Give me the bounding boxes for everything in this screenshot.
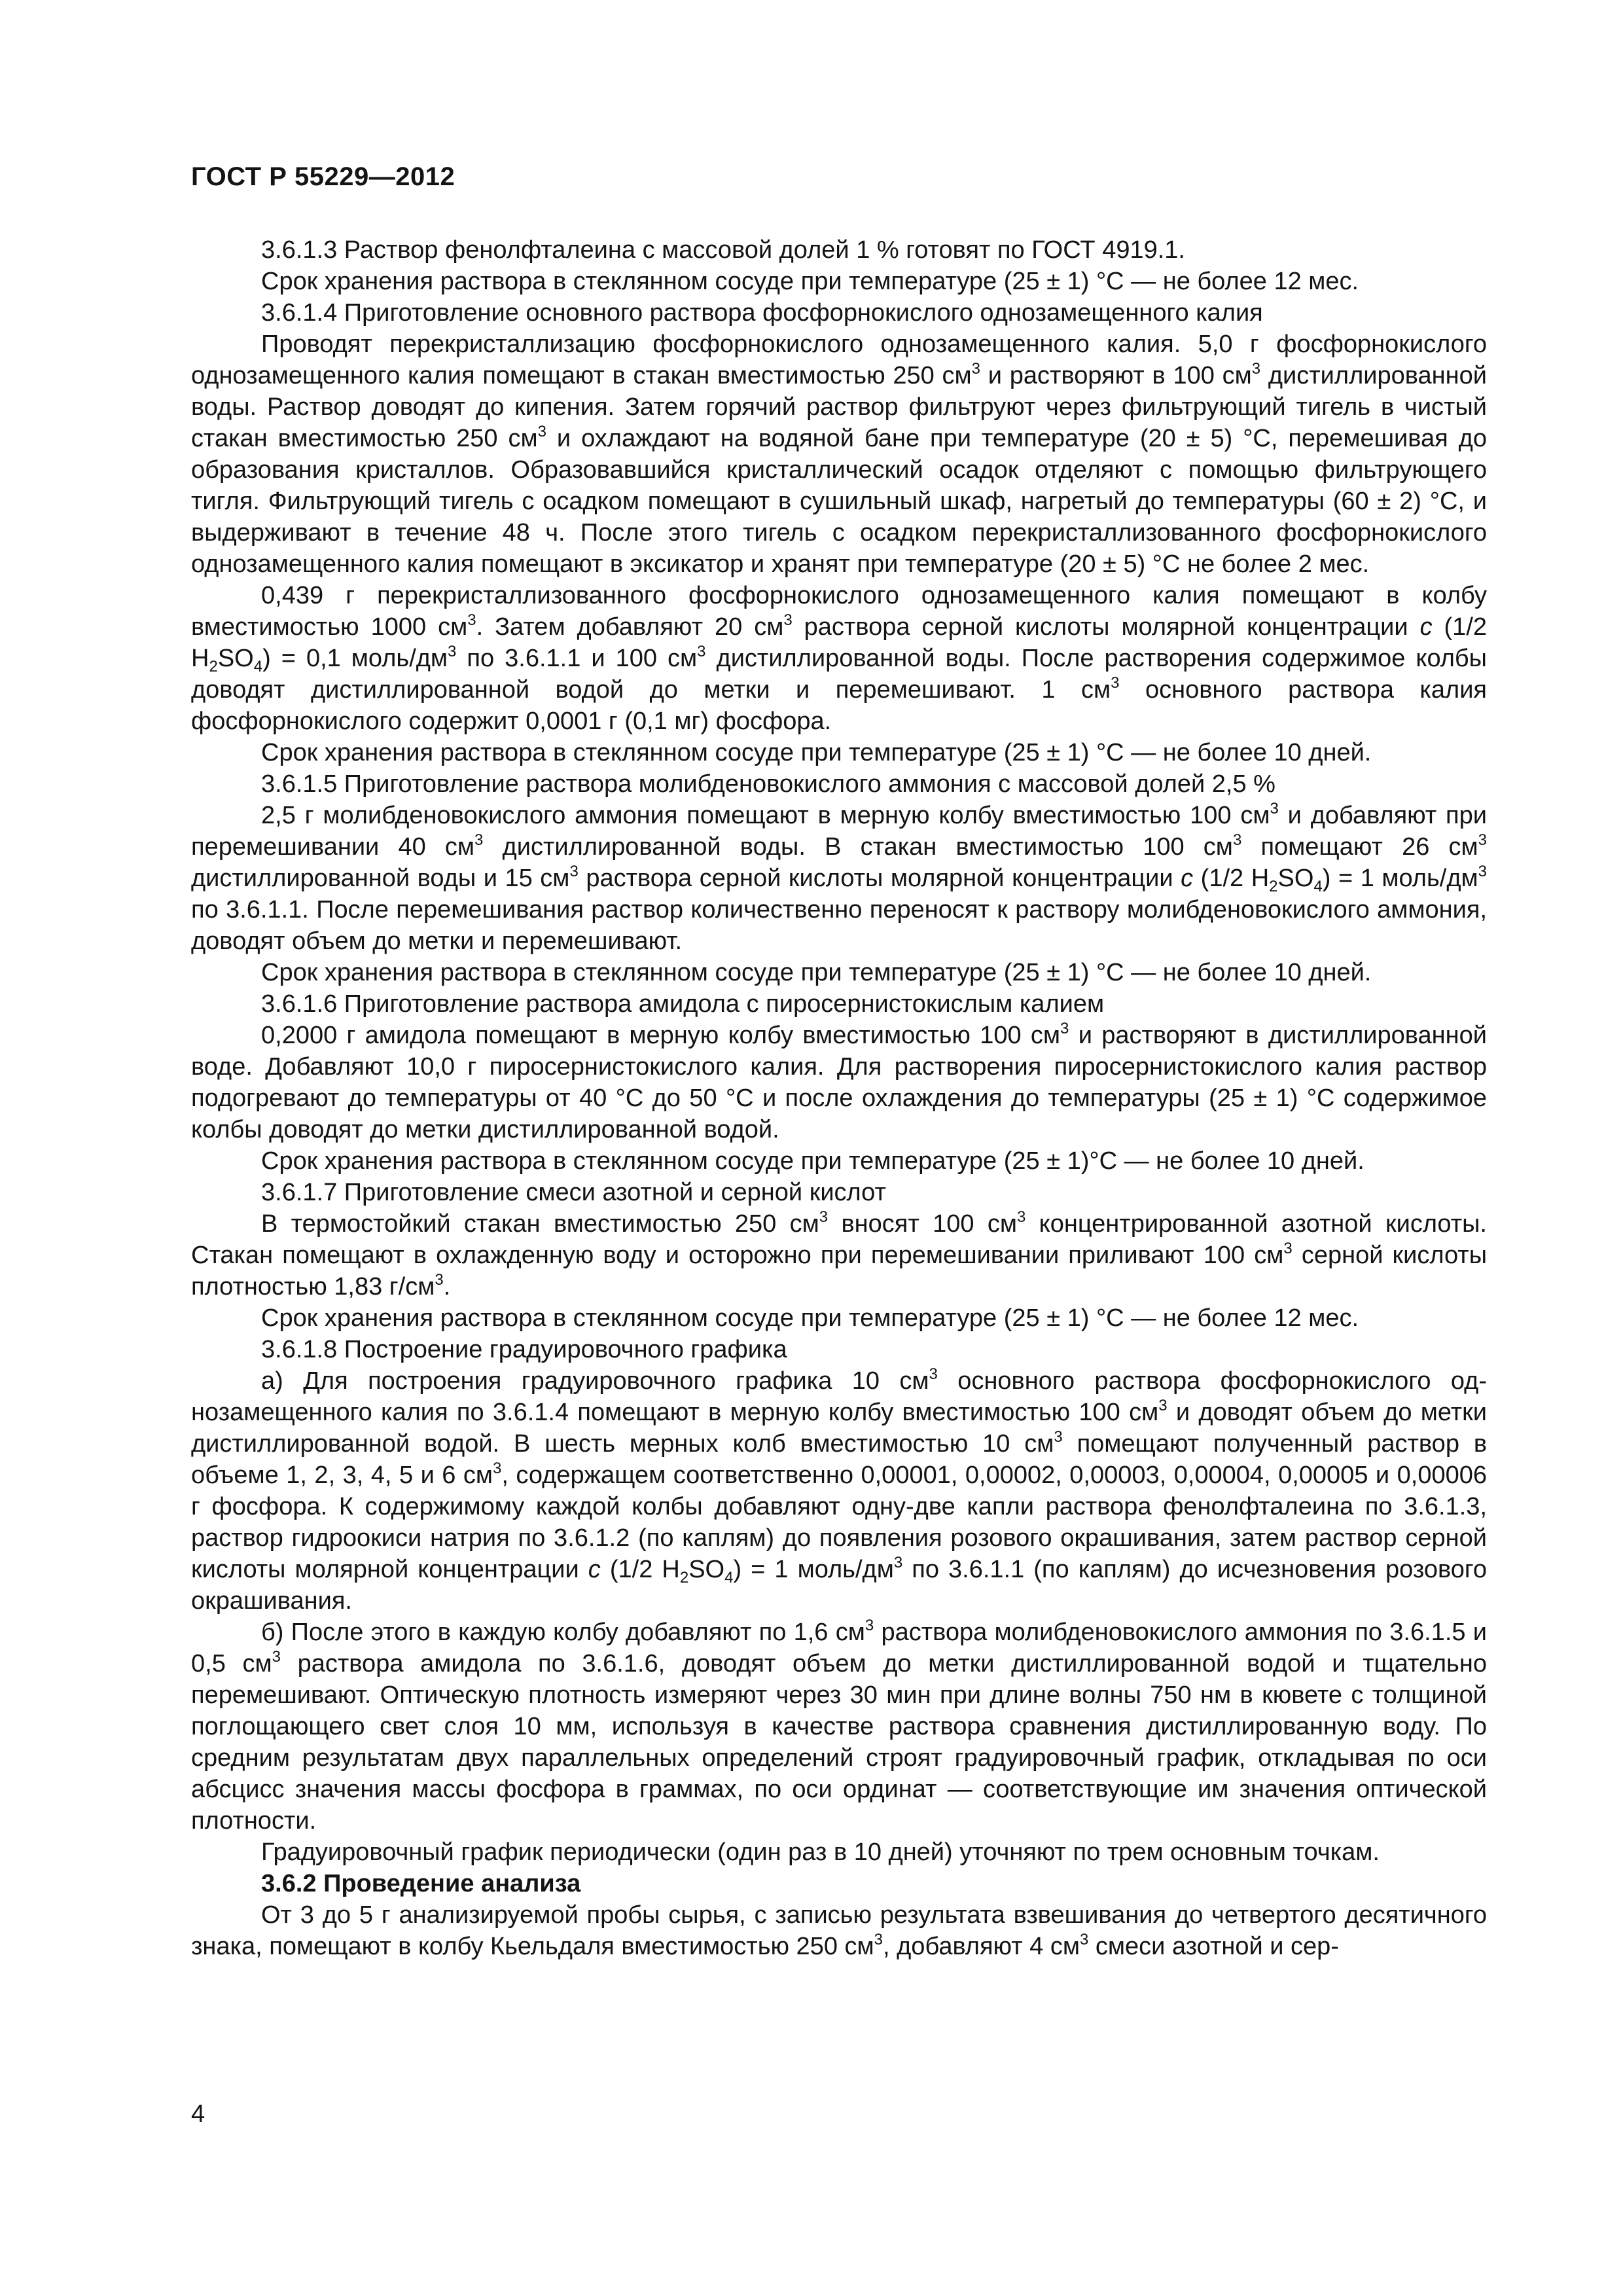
superscript: 3 (1232, 831, 1242, 849)
text-segment: Проводят перекристаллизацию фосфорнокислого однозамещенного калия. 5,0 г фосфорнокислого однозамещенного калия помещают в стакан вместимостью 250 см (191, 331, 1487, 389)
text-segment: дистиллированной воды. После растворения содержимое колбы доводят дистиллированной водой до метки и перемешивают. 1 см (191, 645, 1487, 704)
superscript: 3 (1478, 831, 1487, 849)
superscript: 3 (697, 643, 706, 660)
paragraph-p16 (191, 1334, 1487, 1365)
italic-symbol: с (1419, 613, 1433, 641)
text-segment: Срок хранения раствора в стеклянном сосуде при температуре (25 ± 1) °С — не более 12 мес. (261, 1304, 1359, 1332)
paragraph-p01 (191, 234, 1487, 266)
text-segment: раствора серной кислоты молярной концентрации (792, 613, 1420, 641)
paragraph-p21 (191, 1899, 1487, 1962)
paragraph-p17 (191, 1365, 1487, 1617)
text-segment: (1/2 H (191, 613, 1488, 672)
text-segment: . Затем добавляют 20 см (476, 613, 784, 641)
superscript: 3 (971, 360, 981, 378)
text-segment: (1/2 H (600, 1556, 680, 1583)
superscript: 3 (467, 611, 476, 629)
paragraph-p09 (191, 957, 1487, 988)
paragraph-p03 (191, 297, 1487, 329)
superscript: 3 (874, 1931, 883, 1948)
superscript: 3 (474, 831, 484, 849)
text-segment: серной кислоты плотностью 1,83 г/см (191, 1242, 1488, 1300)
text-segment: вносят 100 см (828, 1210, 1017, 1238)
page-number: 4 (191, 2100, 205, 2128)
superscript: 3 (1079, 1931, 1089, 1948)
text-segment: раствора молибденовокислого аммония по 3.6.1.5 и 0,5 см (191, 1619, 1487, 1677)
paragraph-p20 (191, 1868, 1487, 1899)
text-segment: 2,5 г молибденовокислого аммония помещают в мерную колбу вместимостью 100 см (261, 802, 1270, 829)
text-segment: дистиллированной воды и 15 см (191, 865, 570, 892)
paragraph-p05 (191, 580, 1487, 737)
text-segment: Срок хранения раствора в стеклянном сосуде при температуре (25 ± 1) °С — не более 12 мес. (261, 268, 1359, 295)
superscript: 3 (1478, 863, 1487, 880)
text-segment: помещают полученный раствор в объеме 1, 2, 3, 4, 5 и 6 см (191, 1430, 1488, 1489)
superscript: 3 (272, 1648, 281, 1666)
text-segment: 3.6.2 Проведение анализа (261, 1870, 581, 1897)
text-segment: а) Для построения градуировочного графика 10 см (261, 1367, 929, 1395)
text-segment: 3.6.1.3 Раствор фенолфталеина с массовой долей 1 % готовят по ГОСТ 4919.1. (261, 236, 1185, 264)
superscript: 3 (1111, 674, 1120, 692)
superscript: 3 (1158, 1397, 1168, 1414)
superscript: 3 (929, 1365, 938, 1383)
superscript: 3 (893, 1554, 903, 1571)
text-segment: От 3 до 5 г анализируемой пробы сырья, с записью результата взвешивания до четвертого десятичного знака, помещают в колбу Кьельдаля вместимостью 250 см (191, 1901, 1487, 1960)
text-segment: смеси азотной и сер- (1088, 1933, 1339, 1960)
paragraph-p06 (191, 737, 1487, 768)
italic-symbol: с (588, 1556, 601, 1583)
text-segment: ) = 0,1 моль/дм (262, 645, 448, 672)
paragraph-p07 (191, 768, 1487, 800)
text-segment: б) После этого в каждую колбу добавляют по 1,6 см (261, 1619, 865, 1646)
subscript: 2 (679, 1569, 689, 1587)
text-segment: 3.6.1.6 Приготовление раствора амидола с пиросернистокислым калием (261, 990, 1105, 1018)
text-segment: . (443, 1273, 451, 1300)
paragraph-p14 (191, 1208, 1487, 1302)
text-segment: ) = 1 моль/дм (733, 1556, 894, 1583)
superscript: 3 (569, 863, 579, 880)
superscript: 3 (1270, 800, 1279, 817)
text-segment: Градуировочный график периодически (один раз в 10 дней) уточняют по трем основным точкам. (261, 1839, 1380, 1866)
text-segment: по 3.6.1.1. После перемешивания раствор количественно переносят к раствору молибденовокислого аммония, доводят объем до метки и перемешивают. (191, 896, 1487, 955)
superscript: 3 (448, 643, 457, 660)
superscript: 3 (1054, 1428, 1063, 1446)
subscript: 2 (209, 658, 218, 675)
text-segment: дистиллированной воды. Раствор доводят до кипения. Затем горячий раствор фильтруют через фильтрующий тигель в чистый стакан вместимостью 250 см (191, 362, 1487, 452)
superscript: 3 (435, 1271, 444, 1289)
text-segment: SO (217, 645, 254, 672)
paragraph-p02 (191, 266, 1487, 297)
subscript: 2 (1269, 878, 1278, 895)
superscript: 3 (1016, 1208, 1026, 1226)
paragraph-p13 (191, 1177, 1487, 1208)
text-segment: и добавляют при перемешивании 40 см (191, 802, 1487, 861)
paragraph-p08 (191, 800, 1487, 957)
text-segment: , добавляют 4 см (883, 1933, 1080, 1960)
paragraph-p12 (191, 1145, 1487, 1177)
subscript: 4 (724, 1569, 734, 1587)
text-segment: (1/2 H (1193, 865, 1270, 892)
italic-symbol: с (1181, 865, 1194, 892)
text-segment: и охлаждают на водяной бане при температуре (20 ± 5) °С, перемешивая до образования кристаллов. Образовавшийся кристаллический осадок отделяют с помощью фильтрующего тигля. Фильтрующий тигель с осадком помещают в сушильный шкаф, нагретый до температуры (60 ± 2) °С, и выдерживают в течение 48 ч. После этого тигель с осадком перекристаллизованного фосфорнокислого однозамещенного калия помещают в эксикатор и хранят при температуре (20 ± 5) °С не более 2 мес. (191, 425, 1487, 578)
paragraph-p11 (191, 1020, 1487, 1145)
text-segment: дистиллированной воды. В стакан вместимостью 100 см (483, 833, 1233, 861)
text-segment: основного раствора калия фосфорнокислого содержит 0,0001 г (0,1 мг) фосфора. (191, 676, 1488, 735)
paragraph-p04 (191, 329, 1487, 580)
paragraph-p19 (191, 1837, 1487, 1868)
text-segment: помещают 26 см (1241, 833, 1478, 861)
paragraph-p18 (191, 1617, 1487, 1837)
text-segment: раствора серной кислоты молярной концентрации (578, 865, 1181, 892)
subscript: 4 (253, 658, 263, 675)
superscript: 3 (1251, 360, 1261, 378)
document-body (191, 234, 1487, 1962)
text-segment: и доводят объем до метки дистиллированной водой. В шесть мерных колб вместимостью 10 см (191, 1399, 1487, 1458)
text-segment: концентрированной азотной кислоты. Стакан помещают в охлажденную воду и осторожно при перемешивании приливают 100 см (191, 1210, 1487, 1269)
text-segment: 3.6.1.5 Приготовление раствора молибденовокислого аммония с массовой долей 2,5 % (261, 770, 1275, 798)
text-segment: и растворяют в дистиллированной воде. Добавляют 10,0 г пиросернистокислого калия. Для растворения пиросернистокислого калия раствор подогревают до температуры от 40 °С до 50 °С и после охлаждения до температуры (25 ± 1) °С содержимое колбы доводят до метки дистиллированной водой. (191, 1022, 1487, 1143)
text-segment: 3.6.1.7 Приготовление смеси азотной и серной кислот (261, 1179, 886, 1206)
text-segment: и растворяют в 100 см (980, 362, 1252, 389)
superscript: 3 (1283, 1240, 1293, 1257)
text-segment: раствора амидола по 3.6.1.6, доводят объем до метки дистиллированной водой и тщательно перемешивают. Оптическую плотность измеряют через 30 мин при длине волны 750 нм в кювете с толщиной поглощающего свет слоя 10 мм, используя в качестве раствора сравнения дистиллированную воду. По средним результатам двух параллельных определений строят градуировочный график, откладывая по оси абсцисс значения массы фосфора в граммах, по оси ординат — соответствующие им значения оптической плотности. (191, 1650, 1487, 1835)
text-segment: 0,439 г перекристаллизованного фосфорнокислого однозамещенного калия помещают в колбу вместимостью 1000 см (191, 582, 1487, 641)
superscript: 3 (1060, 1020, 1069, 1037)
text-segment: по 3.6.1.1 и 100 см (456, 645, 698, 672)
text-segment: 0,2000 г амидола помещают в мерную колбу вместимостью 100 см (261, 1022, 1061, 1049)
superscript: 3 (493, 1460, 502, 1477)
document-header: ГОСТ Р 55229—2012 (191, 162, 455, 191)
text-segment: Срок хранения раствора в стеклянном сосуде при температуре (25 ± 1) °С — не более 10 дней. (261, 959, 1372, 986)
subscript: 4 (1313, 878, 1323, 895)
text-segment: по 3.6.1.1 (по каплям) до исчезновения розового окрашивания. (191, 1556, 1488, 1615)
text-segment: 3.6.1.4 Приготовление основного раствора фосфорнокислого однозамещенного калия (261, 299, 1263, 327)
paragraph-p15 (191, 1302, 1487, 1334)
text-segment: SO (1277, 865, 1314, 892)
superscript: 3 (819, 1208, 829, 1226)
text-segment: , содержащем соответственно 0,00001, 0,00002, 0,00003, 0,00004, 0,00005 и 0,00006 г фосфора. К содержимому каждой колбы добавляют одну-две капли раствора фенолфталеина по 3.6.1.3, раствор гидроокиси натрия по 3.6.1.2 (по каплям) до появления розового окрашивания, затем раствор серной кислоты молярной концентрации (191, 1462, 1488, 1583)
superscript: 3 (537, 423, 546, 440)
text-segment: Срок хранения раствора в стеклянном сосуде при температуре (25 ± 1)°С — не более 10 дней. (261, 1147, 1364, 1175)
text-segment: SO (688, 1556, 725, 1583)
superscript: 3 (865, 1617, 874, 1634)
text-segment: Срок хранения раствора в стеклянном сосуде при температуре (25 ± 1) °С — не более 10 дней. (261, 739, 1372, 766)
superscript: 3 (783, 611, 793, 629)
paragraph-p10 (191, 988, 1487, 1020)
text-segment: В термостойкий стакан вместимостью 250 см (261, 1210, 819, 1238)
text-segment: основного раствора фосфорнокислого однозамещенного калия по 3.6.1.4 помещают в мерную колбу вместимостью 100 см (191, 1367, 1487, 1426)
text-segment: 3.6.1.8 Построение градуировочного графика (261, 1336, 787, 1363)
text-segment: ) = 1 моль/дм (1322, 865, 1478, 892)
